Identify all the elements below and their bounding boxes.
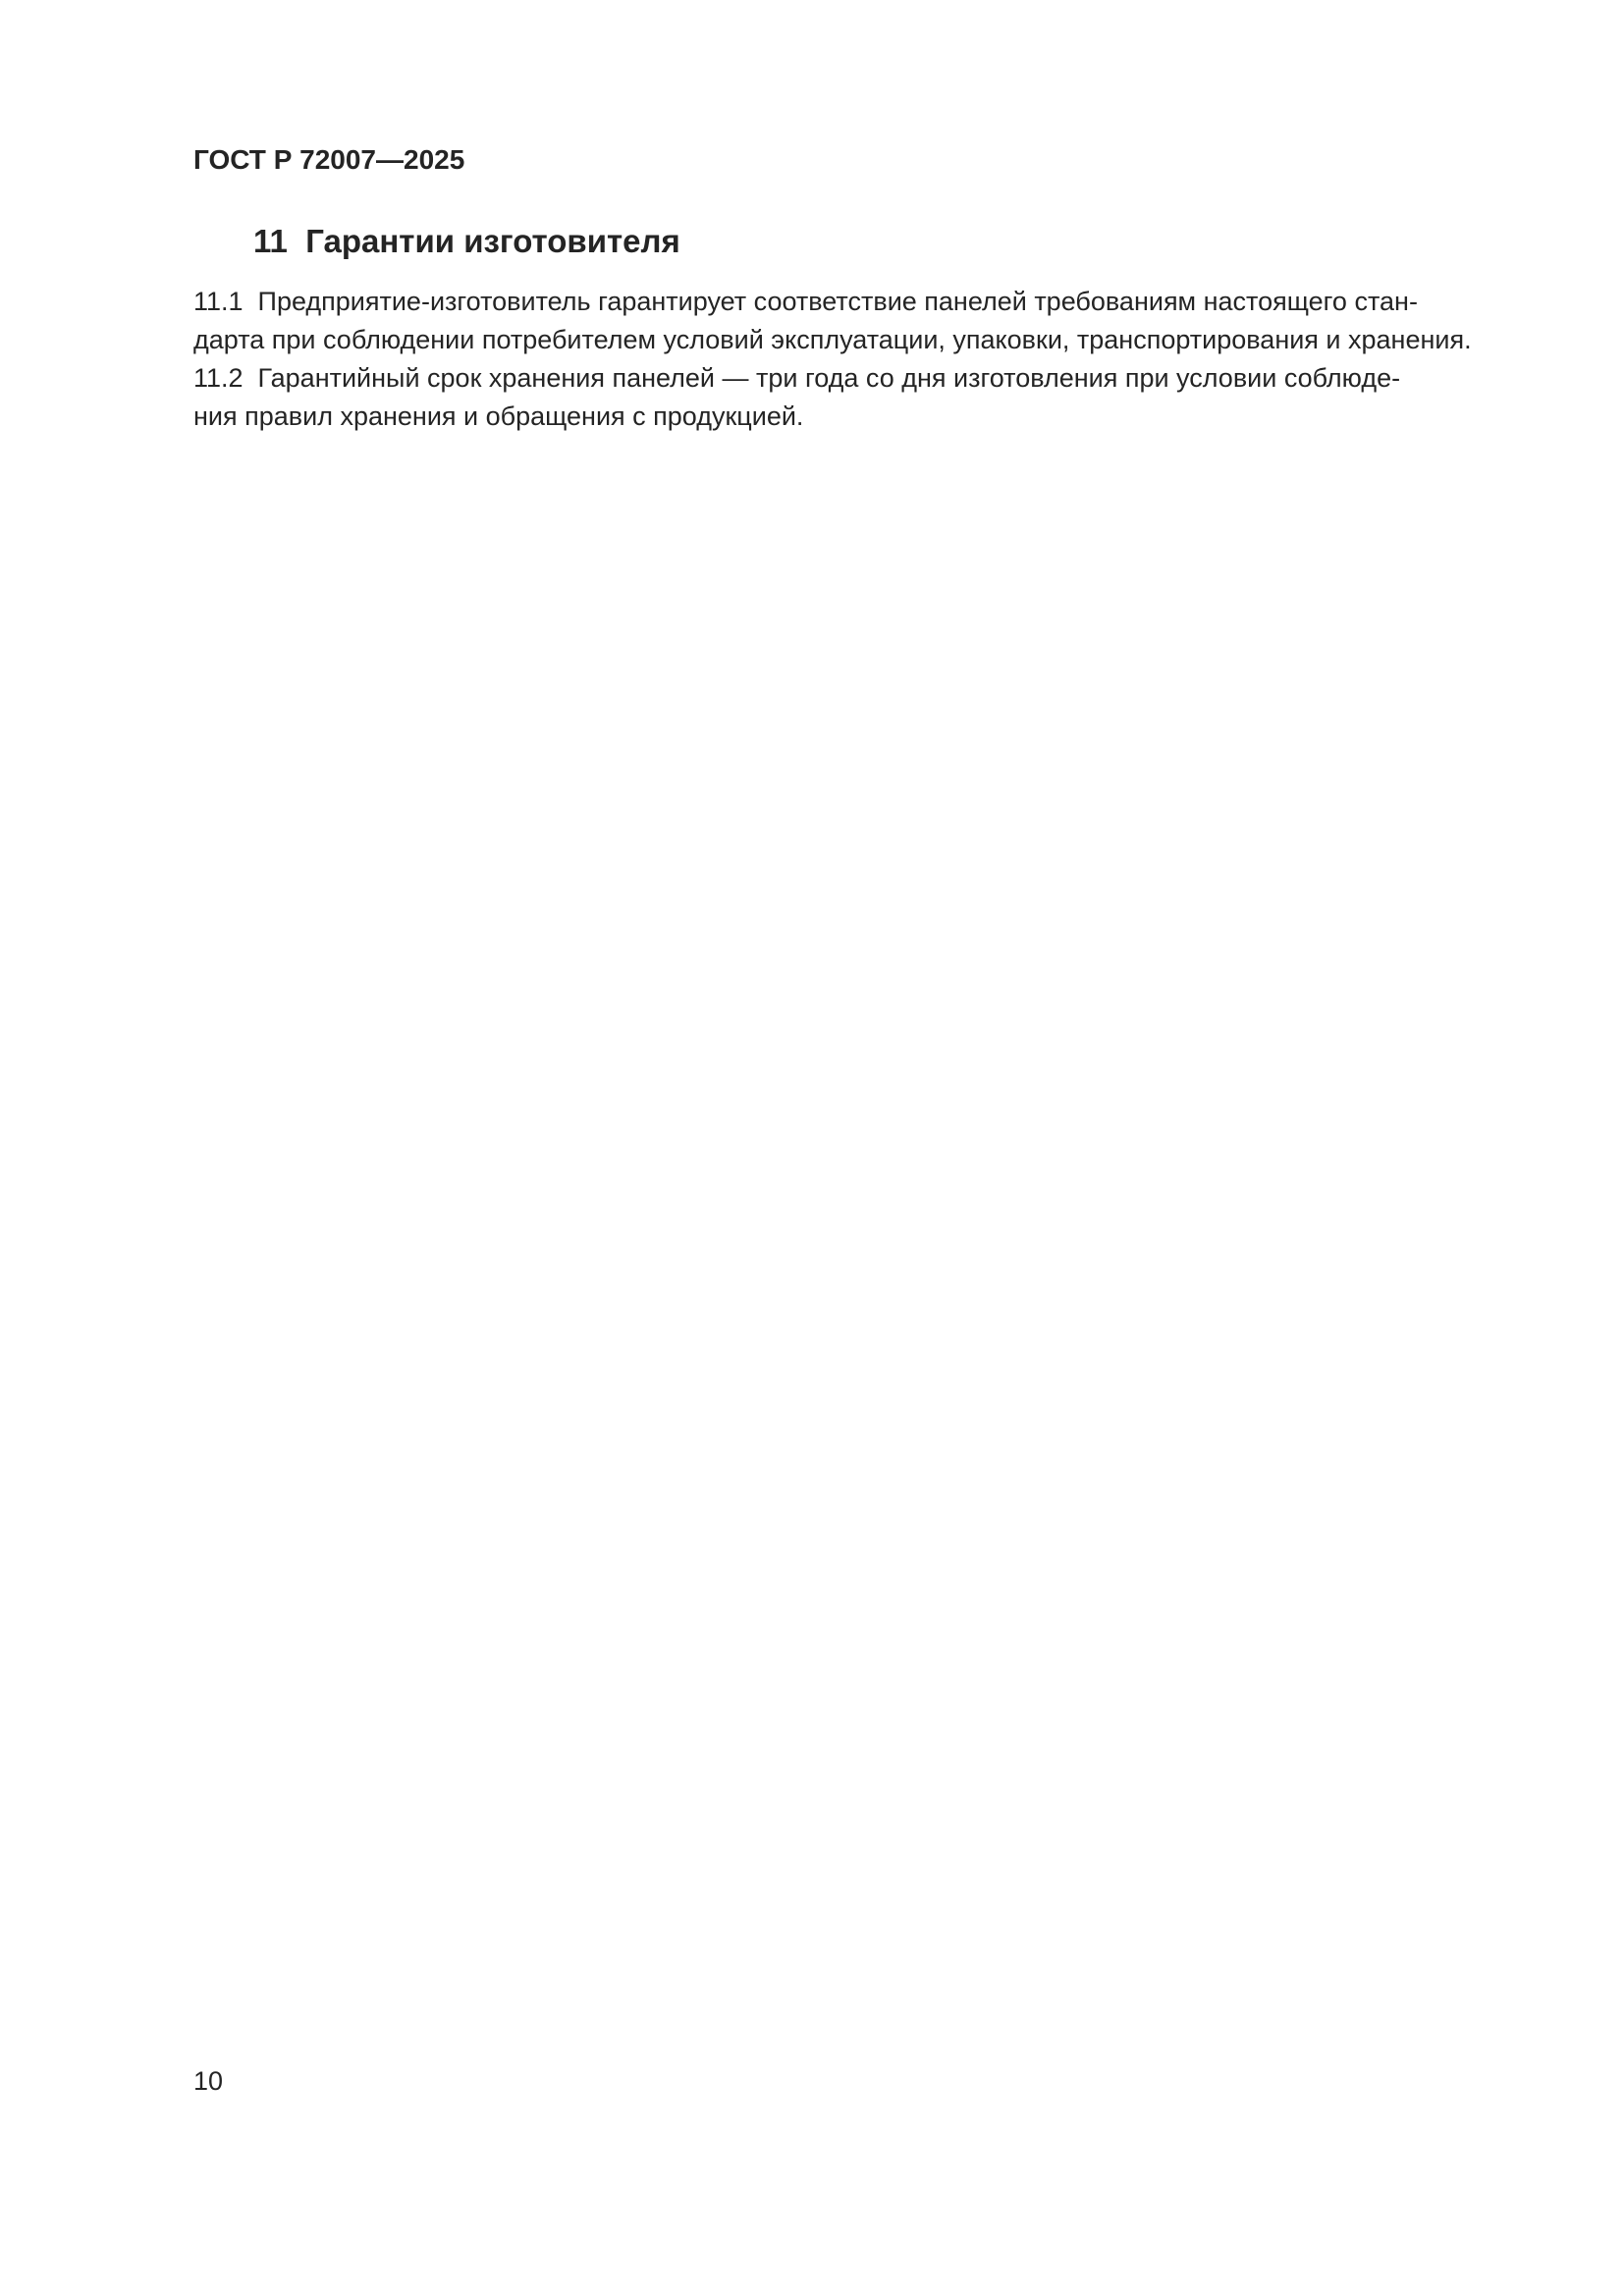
running-header: ГОСТ Р 72007—2025 xyxy=(193,144,465,175)
paragraph-line: ния правил хранения и обращения с продукцией. xyxy=(193,401,804,431)
paragraph-line: дарта при соблюдении потребителем условий эксплуатации, упаковки, транспортирования и хранения. xyxy=(193,325,1472,354)
paragraph-line: 11.1 Предприятие-изготовитель гарантирует соответствие панелей требованиям настоящего стан- xyxy=(193,287,1418,316)
section-body xyxy=(193,283,1558,436)
paragraph-line: 11.2 Гарантийный срок хранения панелей — три года со дня изготовления при условии соблюде- xyxy=(193,363,1401,393)
page-number: 10 xyxy=(193,2066,224,2096)
section-heading: 11 Гарантии изготовителя xyxy=(253,223,680,259)
